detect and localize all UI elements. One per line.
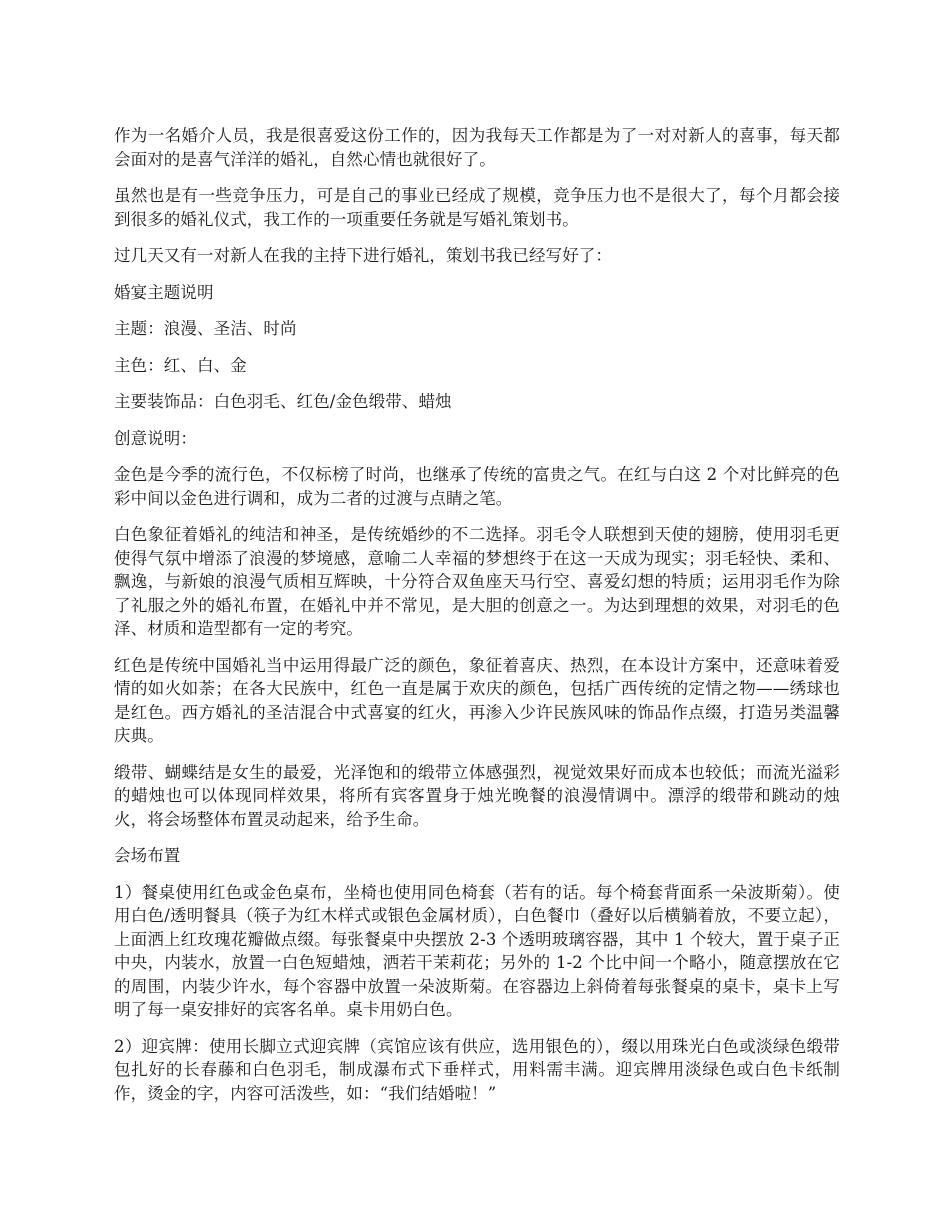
section-heading-creative: 创意说明： (114, 428, 197, 448)
paragraph-competition: 虽然也是有一些竞争压力，可是自己的事业已经成了规模，竞争压力也不是很大了，每个月都会接到很多的婚礼仪式，我工作的一项重要任务就是写婚礼策划书。 (114, 186, 840, 229)
main-color-line: 主色：红、白、金 (114, 355, 247, 375)
paragraph-gold: 金色是今季的流行色，不仅标榜了时尚，也继承了传统的富贵之气。在红与白这 2 个对比鲜亮的色彩中间以金色进行调和，成为二者的过渡与点睛之笔。 (114, 465, 840, 508)
paragraph-tables: 1）餐桌使用红色或金色桌布，坐椅也使用同色椅套（若有的话。每个椅套背面系一朵波斯菊）。使用白色/透明餐具（筷子为红木样式或银色金属材质），白色餐巾（叠好以后横躺着放，不要立起），上面洒上红玫瑰花瓣做点缀。每张餐桌中央摆放 2-3 个透明玻璃容器，其中 1 个较大，置于桌子正中央，内装水，放置一白色短蜡烛，洒若干茉莉花；另外的 1-2 个比中间一个略小，随意摆放在它的周围，内装少许水，每个容器中放置一朵波斯菊。在容器边上斜倚着每张餐桌的桌卡，桌卡上写明了每一桌安排好的宾客名单。桌卡用奶白色。 (114, 882, 840, 1019)
decorations-line: 主要装饰品：白色羽毛、红色/金色缎带、蜡烛 (114, 392, 452, 411)
paragraph-welcome-sign: 2）迎宾牌：使用长脚立式迎宾牌（宾馆应该有供应，选用银色的），缀以用珠光白色或淡绿色缎带包扎好的长春藤和白色羽毛，制成瀑布式下垂样式，用料需丰满。迎宾牌用淡绿色或白色卡纸制作，烫金的字，内容可活泼些，如：“我们结婚啦！” (114, 1036, 840, 1103)
paragraph-white: 白色象征着婚礼的纯洁和神圣，是传统婚纱的不二选择。羽毛令人联想到天使的翅膀，使用羽毛更使得气氛中增添了浪漫的梦境感，意喻二人幸福的梦想终于在这一天成为现实；羽毛轻快、柔和、飘逸，与新娘的浪漫气质相互辉映，十分符合双鱼座天马行空、喜爱幻想的特质；运用羽毛作为除了礼服之外的婚礼布置，在婚礼中并不常见，是大胆的创意之一。为达到理想的效果，对羽毛的色泽、材质和造型都有一定的考究。 (114, 525, 840, 638)
section-heading-venue: 会场布置 (114, 846, 181, 865)
paragraph-ribbon: 缎带、蝴蝶结是女生的最爱，光泽饱和的缎带立体感强烈，视觉效果好而成本也较低；而流光溢彩的蜡烛也可以体现同样效果，将所有宾客置身于烛光晚餐的浪漫情调中。漂浮的缎带和跳动的烛火，将会场整体布置灵动起来，给予生命。 (114, 762, 840, 829)
section-heading-theme: 婚宴主题说明 (114, 282, 214, 302)
document-body (114, 124, 840, 1118)
paragraph-intro: 作为一名婚介人员，我是很喜爱这份工作的，因为我每天工作都是为了一对对新人的喜事，每天都会面对的是喜气洋洋的婚礼，自然心情也就很好了。 (114, 126, 840, 169)
paragraph-upcoming-wedding: 过几天又有一对新人在我的主持下进行婚礼，策划书我已经写好了： (114, 246, 612, 265)
theme-line: 主题：浪漫、圣洁、时尚 (114, 319, 297, 338)
paragraph-red: 红色是传统中国婚礼当中运用得最广泛的颜色，象征着喜庆、热烈，在本设计方案中，还意味着爱情的如火如荼；在各大民族中，红色一直是属于欢庆的颜色，包括广西传统的定情之物——绣球也是红色。西方婚礼的圣洁混合中式喜宴的红火，再渗入少许民族风味的饰品作点缀，打造另类温馨庆典。 (114, 655, 840, 745)
